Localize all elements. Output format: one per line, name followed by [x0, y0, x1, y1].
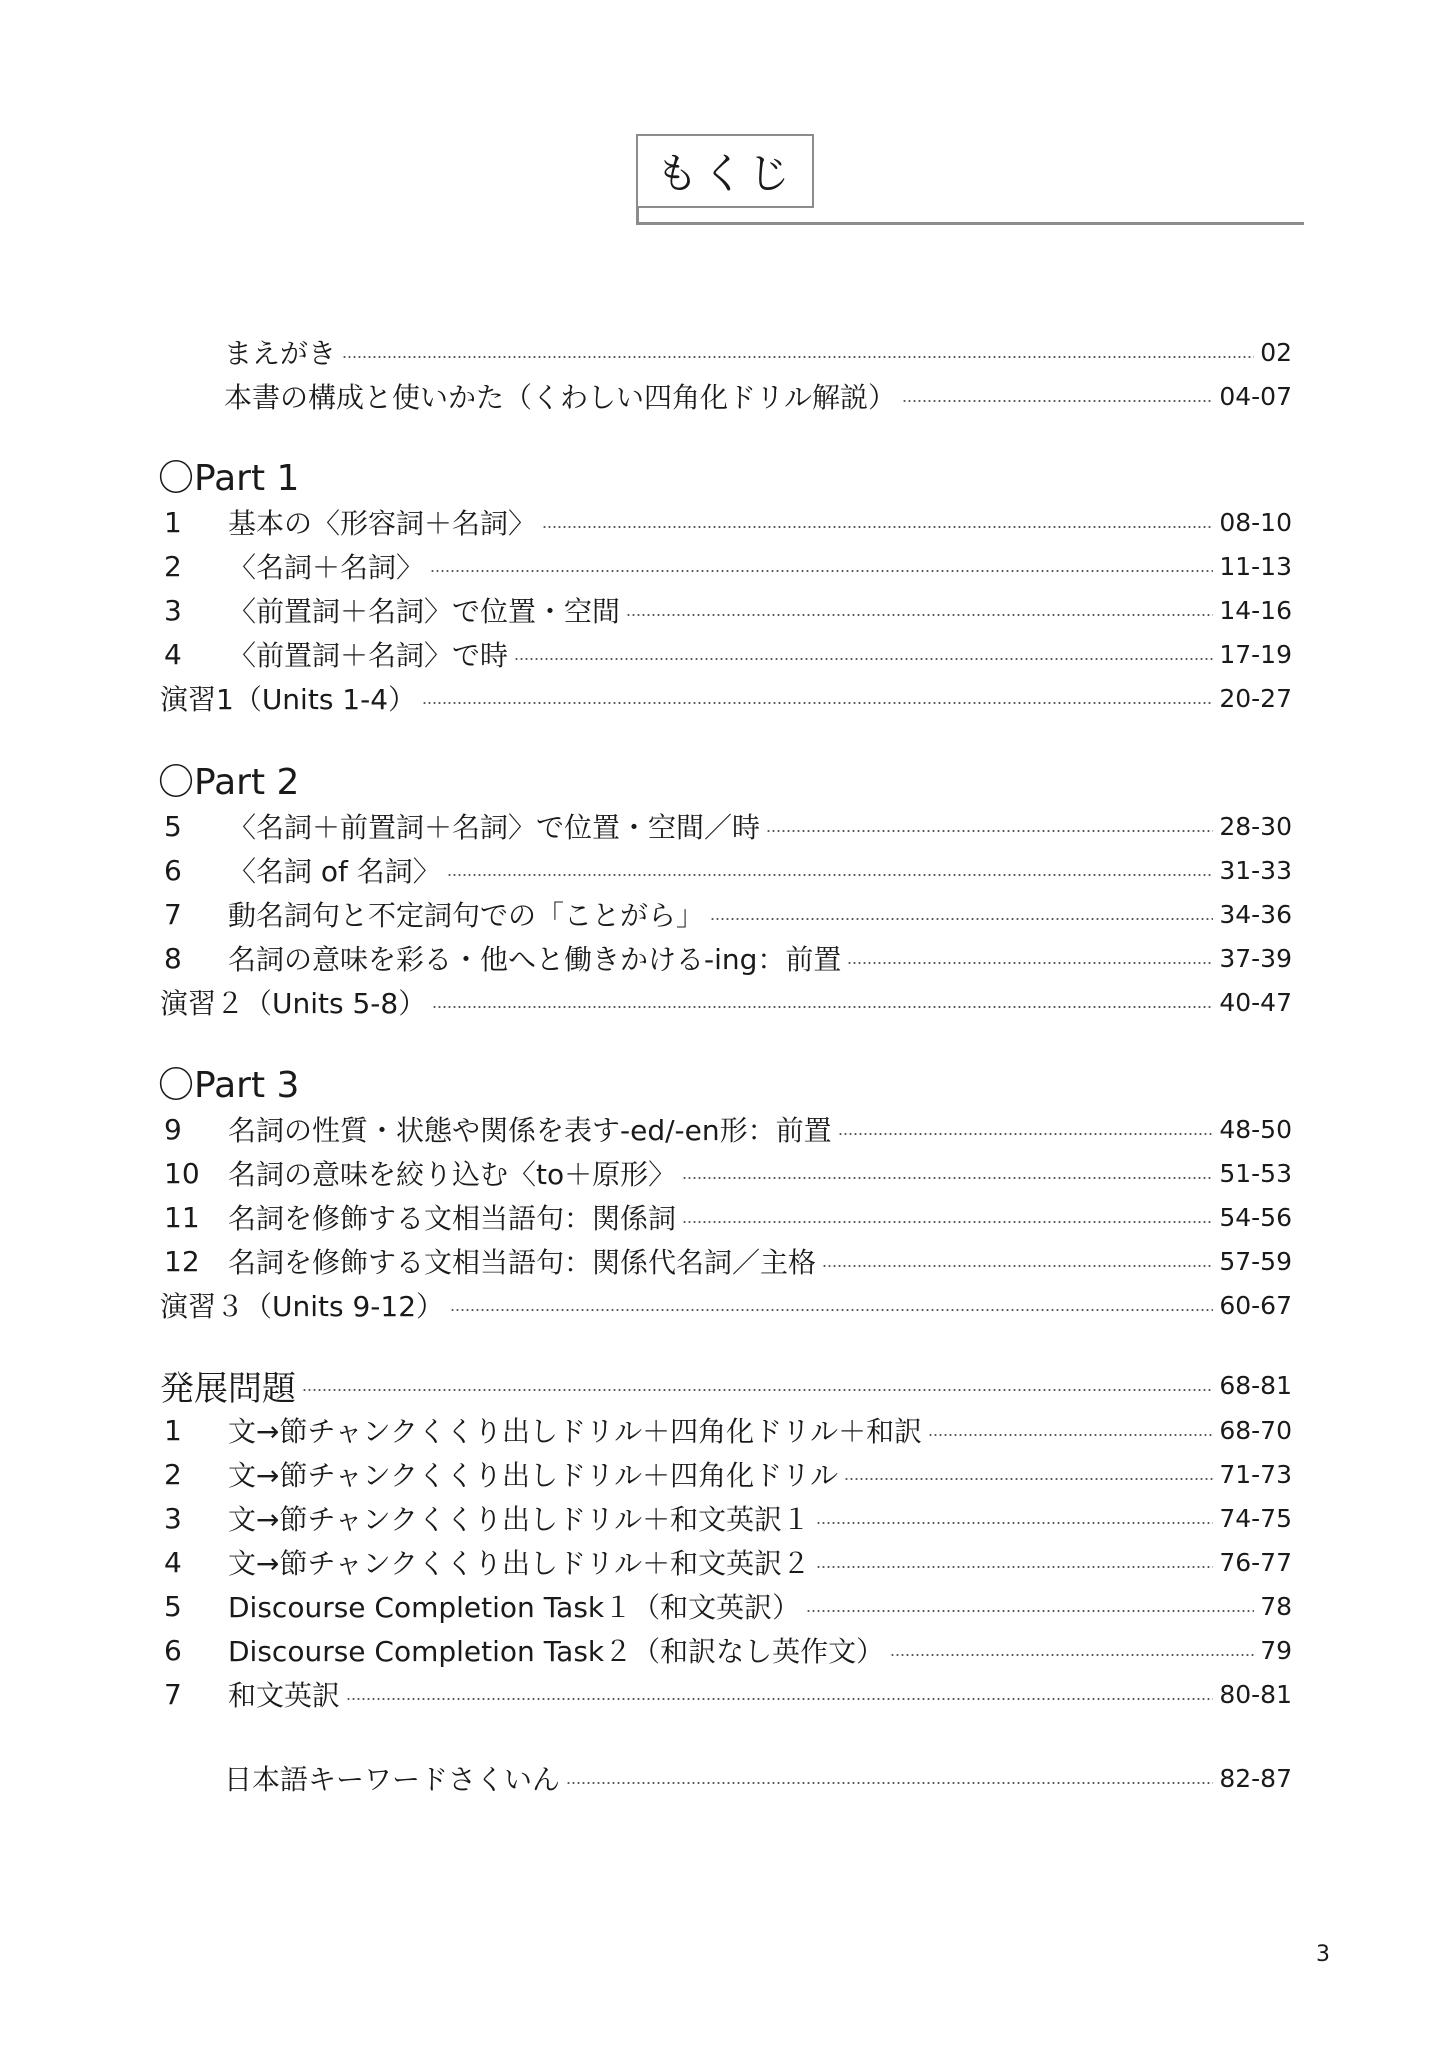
entry-title: 演習1（Units 1-4） — [160, 683, 417, 716]
dot-leader — [430, 570, 1213, 572]
entry-page: 78 — [1260, 1591, 1292, 1621]
entry-number: 7 — [164, 897, 182, 931]
toc-entry-unit[interactable] — [160, 546, 1292, 586]
toc-entry-unit[interactable] — [160, 894, 1292, 934]
entry-page: 48-50 — [1219, 1114, 1292, 1144]
entry-title: 〈名詞＋名詞〉 — [228, 551, 425, 584]
entry-number: 3 — [164, 1501, 182, 1535]
dot-leader — [890, 1654, 1254, 1656]
entry-title: 〈名詞＋前置詞＋名詞〉で位置・空間／時 — [228, 811, 761, 844]
part-heading: 〇Part 3 — [158, 1064, 300, 1106]
toc-entry-unit[interactable] — [160, 634, 1292, 674]
entry-number: 10 — [164, 1156, 200, 1190]
entry-page: 11-13 — [1219, 551, 1292, 581]
dot-leader — [432, 1006, 1213, 1008]
dot-leader — [346, 1698, 1213, 1700]
entry-title: 名詞を修飾する文相当語句：関係詞 — [228, 1202, 677, 1235]
entry-number: 5 — [164, 809, 182, 843]
entry-number: 3 — [164, 593, 182, 627]
entry-title: 名詞を修飾する文相当語句：関係代名詞／主格 — [228, 1246, 817, 1279]
toc-entry-advanced[interactable] — [160, 1362, 1292, 1408]
entry-number: 11 — [164, 1200, 200, 1234]
toc-entry-unit[interactable] — [160, 850, 1292, 890]
entry-number: 1 — [164, 1413, 182, 1447]
entry-number: 5 — [164, 1589, 182, 1623]
entry-number: 2 — [164, 549, 182, 583]
entry-page: 68-70 — [1219, 1415, 1292, 1445]
dot-leader — [342, 356, 1254, 358]
toc-entry-unit[interactable] — [160, 1109, 1292, 1149]
dot-leader — [447, 874, 1214, 876]
entry-title: 名詞の意味を絞り込む〈to＋原形〉 — [228, 1158, 677, 1191]
toc-entry-advanced-item[interactable] — [160, 1542, 1292, 1582]
entry-page: 57-59 — [1219, 1246, 1292, 1276]
entry-title: 〈名詞 of 名詞〉 — [228, 855, 441, 888]
entry-title: 動名詞句と不定詞句での「ことがら」 — [228, 899, 705, 932]
dot-leader — [928, 1434, 1213, 1436]
page-number: 3 — [1316, 1942, 1330, 1967]
dot-leader — [838, 1133, 1214, 1135]
toc-entry-advanced-item[interactable] — [160, 1586, 1292, 1626]
entry-page: 71-73 — [1219, 1459, 1292, 1489]
entry-page: 08-10 — [1219, 507, 1292, 537]
dot-leader — [302, 1389, 1213, 1391]
entry-number: 6 — [164, 1633, 182, 1667]
toc-entry-unit[interactable] — [160, 1241, 1292, 1281]
toc-entry-advanced-item[interactable] — [160, 1410, 1292, 1450]
toc-entry-how-to-use[interactable] — [160, 376, 1292, 416]
entry-page: 76-77 — [1219, 1547, 1292, 1577]
entry-page: 37-39 — [1219, 943, 1292, 973]
entry-title: 基本の〈形容詞＋名詞〉 — [228, 507, 537, 540]
dot-leader — [542, 526, 1213, 528]
toc-entry-exercise[interactable] — [160, 1285, 1292, 1325]
dot-leader — [682, 1177, 1213, 1179]
page-title: もくじ — [636, 134, 814, 208]
entry-title: まえがき — [224, 337, 337, 370]
dot-leader — [710, 918, 1213, 920]
entry-page: 79 — [1260, 1635, 1292, 1665]
entry-number: 4 — [164, 637, 182, 671]
entry-title: 本書の構成と使いかた（くわしい四角化ドリル解説） — [224, 381, 897, 414]
entry-page: 02 — [1260, 337, 1292, 367]
dot-leader — [626, 614, 1213, 616]
toc-entry-preface[interactable] — [160, 332, 1292, 372]
entry-page: 60-67 — [1219, 1290, 1292, 1320]
entry-title: 名詞の意味を彩る・他へと働きかける-ing：前置 — [228, 943, 842, 976]
dot-leader — [844, 1478, 1213, 1480]
entry-number: 1 — [164, 505, 182, 539]
entry-page: 34-36 — [1219, 899, 1292, 929]
toc-entry-advanced-item[interactable] — [160, 1630, 1292, 1670]
entry-title: Discourse Completion Task２（和訳なし英作文） — [228, 1635, 885, 1668]
toc-entry-unit[interactable] — [160, 1153, 1292, 1193]
dot-leader — [450, 1309, 1213, 1311]
entry-title: 名詞の性質・状態や関係を表す-ed/-en形：前置 — [228, 1114, 832, 1147]
entry-page: 28-30 — [1219, 811, 1292, 841]
entry-page: 40-47 — [1219, 987, 1292, 1017]
entry-page: 80-81 — [1219, 1679, 1292, 1709]
toc-entry-exercise[interactable] — [160, 678, 1292, 718]
entry-number: 7 — [164, 1677, 182, 1711]
entry-page: 54-56 — [1219, 1202, 1292, 1232]
toc-entry-exercise[interactable] — [160, 982, 1292, 1022]
toc-entry-unit[interactable] — [160, 590, 1292, 630]
dot-leader — [766, 830, 1213, 832]
dot-leader — [816, 1522, 1213, 1524]
entry-title: 文→節チャンクくくり出しドリル＋和文英訳１ — [228, 1503, 811, 1536]
entry-page: 20-27 — [1219, 683, 1292, 713]
dot-leader — [822, 1265, 1213, 1267]
entry-number: 2 — [164, 1457, 182, 1491]
entry-title: 和文英訳 — [228, 1679, 341, 1712]
toc-entry-index[interactable] — [160, 1758, 1292, 1798]
entry-page: 04-07 — [1219, 381, 1292, 411]
entry-page: 17-19 — [1219, 639, 1292, 669]
entry-page: 82-87 — [1219, 1763, 1292, 1793]
part-heading: 発展問題 — [160, 1368, 296, 1409]
dot-leader — [816, 1566, 1213, 1568]
entry-number: 8 — [164, 941, 182, 975]
entry-number: 12 — [164, 1244, 200, 1278]
dot-leader — [806, 1610, 1254, 1612]
entry-title: 日本語キーワードさくいん — [224, 1763, 561, 1796]
toc-entry-unit[interactable] — [160, 1197, 1292, 1237]
part-heading: 〇Part 1 — [158, 457, 300, 499]
entry-page: 68-81 — [1219, 1370, 1292, 1400]
toc-entry-advanced-item[interactable] — [160, 1498, 1292, 1538]
entry-title: 文→節チャンクくくり出しドリル＋四角化ドリル — [228, 1459, 839, 1492]
dot-leader — [847, 962, 1213, 964]
entry-title: 〈前置詞＋名詞〉で時 — [228, 639, 509, 672]
toc-entry-unit[interactable] — [160, 806, 1292, 846]
toc-entry-advanced-item[interactable] — [160, 1454, 1292, 1494]
toc-entry-advanced-item[interactable] — [160, 1674, 1292, 1714]
dot-leader — [902, 400, 1213, 402]
toc-entry-unit[interactable] — [160, 938, 1292, 978]
dot-leader — [566, 1782, 1213, 1784]
entry-title: 演習２（Units 5-8） — [160, 987, 427, 1020]
entry-title: Discourse Completion Task１（和文英訳） — [228, 1591, 801, 1624]
entry-title: 文→節チャンクくくり出しドリル＋和文英訳２ — [228, 1547, 811, 1580]
dot-leader — [514, 658, 1213, 660]
dot-leader — [682, 1221, 1213, 1223]
entry-page: 74-75 — [1219, 1503, 1292, 1533]
entry-title: 文→節チャンクくくり出しドリル＋四角化ドリル＋和訳 — [228, 1415, 923, 1448]
toc-entry-unit[interactable] — [160, 502, 1292, 542]
dot-leader — [422, 702, 1213, 704]
entry-page: 31-33 — [1219, 855, 1292, 885]
entry-title: 〈前置詞＋名詞〉で位置・空間 — [228, 595, 621, 628]
entry-page: 14-16 — [1219, 595, 1292, 625]
entry-number: 4 — [164, 1545, 182, 1579]
entry-number: 9 — [164, 1112, 182, 1146]
entry-page: 51-53 — [1219, 1158, 1292, 1188]
entry-title: 演習３（Units 9-12） — [160, 1290, 445, 1323]
entry-number: 6 — [164, 853, 182, 887]
part-heading: 〇Part 2 — [158, 761, 300, 803]
